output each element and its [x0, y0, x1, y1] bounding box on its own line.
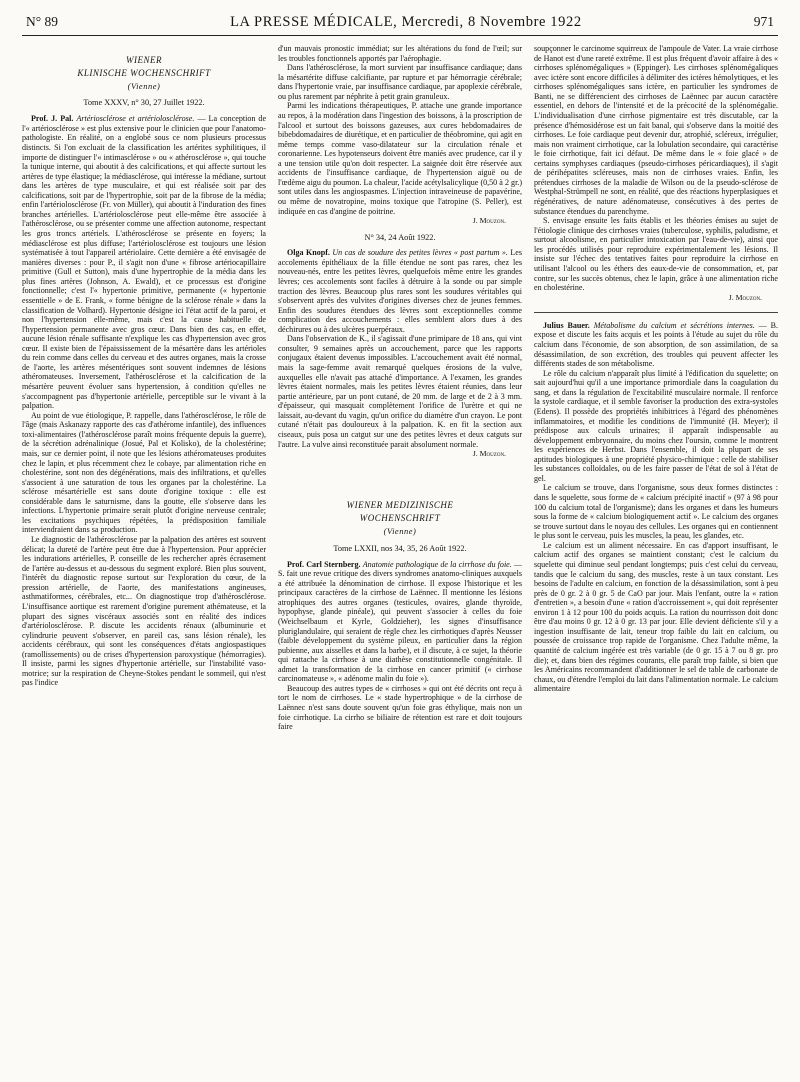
signature — [278, 216, 522, 225]
article-author: Olga Knopf. — [287, 248, 330, 258]
article-text: — La conception de l'« artériosclérose » est plus extensive pour le clinicien que pour l'anatomo-pathologiste. En réalité, on a englobé sous ce nom plusieurs processus distincts. Si l'on excluait de la classification les artérites syphilitiques, il importe de distinguer l'« intimasclérose » ou « athérosclérose », qui touche la tunique interne, qui aboutit à des calcifications, et qui affecte surtout les artères de type élastique; la médiasclérose, qui intéresse la médiane, surtout dans les artères de type musculaire, et qui est réalisée soit par des calcifications, soit par de l'hypertrophie, soit par de la fibrose de la média; enfin l'artériolosclérose (Fr. von Müller), qui aboutit à l'induration des fines branches artérielles. L'artériolosclérose peut elle-même être associée à l'athérosclérose, ou se présenter comme une affection autonome, respectant les gros troncs artériels. L'athérosclérose se présente en foyers; la médiasclérose est plus diffuse; l'artériolosclérose est toujours une lésion systématisée à tout l'appareil artériolaire. Cette dernière a été envisagée de manières diverses : pour P., il s'agit non d'une « fibrose artériocapillaire primitive (Gull et Sutton), mais d'une hypertrophie de la média dans les plus fines artères (Johnson, A. Ewald), et ce processus est d'origine fonctionnelle; c'est l'« hypertonie primitive, permanente (« hypertonie essentielle » de E. Frank, « forme bénigne de la sclérose rénale » dans la classification de Volhard). Hypertonie désigne ici l'état actif de la paroi, et non l'hypertension elle-même, mais c'est la cause habituelle de l'hypertension permanente avec gros cœur. Dans bien des cas, en effet, aucune lésion rénale suffisante n'explique les cas d'hypertension avec gros cœur. Il existe bien de l'épaississement de la mésartère dans les artérioles du rein comme dans celles du cerveau et des autres organes, mais la crosse de l'aorte, les artères mésentériques sont souvent indemnes de lésions athéromateuses. Inversement, l'athérosclérose et la calcification de la mésartère peuvent évoluer sans hypertension, à condition qu'elles ne s'accompagnent pas d'hypertonie artérielle, perceptible sur le vivant à la palpation. — [22, 114, 266, 411]
journal-heading-1 — [22, 54, 266, 92]
journal-city: (Vienne) — [383, 526, 417, 537]
column-3 — [534, 44, 778, 1076]
article-paragraph — [22, 114, 266, 410]
article-title: Métabolisme du calcium et sécrétions internes. — [593, 320, 755, 330]
journal-volume: Tome XXXV, n° 30, 27 Juillet 1922. — [83, 98, 205, 108]
journal-name-line1: WIENER MEDIZINISCHE — [346, 500, 454, 511]
article-paragraph: Parmi les indications thérapeutiques, P. attache une grande importance au repos, à la modération dans l'ingestion des boissons, à la proscription de l'alcool et surtout des boissons gazeuses, aux cures hebdomadaires de bibebdomadaires de diurétique, et en particulier de théobromine, qui agit en même temps comme vaso-dilatateur sur la circulation rénale et coronarienne. Les hypotenseurs doivent être maniés avec prudence, car il y a une tension utile qu'on doit respecter. La saignée doit être réservée aux accidents de l'insuffisance cardiaque, de l'hypertension aiguë ou de l'œdème aigu du poumon. La chaleur, l'acide acétylsalicylique (0,50 à 2 gr.) sont utiles dans les angiospasmes. L'injection intraveineuse de papavérine, ou même de novatropine, moins toxique que l'atropine (S. Peller), est indiquée en cas d'angine de poitrine. — [278, 101, 522, 216]
journal-name-line2: KLINISCHE WOCHENSCHRIFT — [77, 68, 211, 79]
divider — [534, 312, 778, 313]
article-text: — B. expose et discute les faits acquis et les points à l'étude au sujet du rôle du calcium dans l'économie, de son absorption, de son assimilation, de sa désassimilation, de son excrétion, des troubles qui peuvent affecter les différents stades de son métabolisme. — [534, 320, 778, 369]
article-text: — S. fait une revue critique des divers syndromes anatomo-cliniques auxquels a été attribuée la dénomination de cirrhose. Il expose l'historique et les principaux caractères de la cirrhose de Laënnec. Il mentionne les lésions atrophiques des autres organes (testicules, ovaires, glande thyroïde, hypophyse, glande pinéale), qui peuvent s'associer à celles du foie (Weichselbaum et Kyrle, Goldzieher), les signes d'insuffisance pluriglandulaire, qui seraient de règle chez les cirrhotiques d'après Neusser (faible développement du système pileux, en particulier dans la région pubienne, aux aisselles et dans la barbe), et il discute, à ce sujet, la théorie qui rattache la cirrhose à une diathèse constitutionnelle congénitale. Il admet la transformation de la cirrhose en cancer primitif (« cirrhose carcinomateuse », « adénome malin du foie »). — [278, 559, 522, 684]
signature-name: J. Mouzon. — [472, 216, 506, 226]
article-title: Un cas de soudure des petites lèvres « post partum ». — [332, 248, 508, 258]
article-paragraph: Le calcium se trouve, dans l'organisme, sous deux formes distinctes : dans le squelette, sous forme de « calcium précipité inactif » (97 à 98 pour 100 du calcium total de l'organisme); dans les organes et dans les humeurs sous la forme de « calcium biologiquement actif ». Le calcium des organes se trouve surtout dans le noyau des cellules. Les organes qui en contiennent le plus sont le cerveau, puis les muscles, la peau, les glandes, etc. — [534, 483, 778, 541]
article-title: Anatomie pathologique de la cirrhose du foie. — [362, 559, 512, 569]
signature-name: J. Mouzon. — [728, 292, 762, 302]
article-text: Les accolements épithéliaux de la fille étendue ne sont pas rares, chez les nouveau-nés, entre les petites lèvres, quelquefois même entre les grandes lèvres; ces accolements sont faciles à détruire à la sonde ou par simple traction des lèvres. Beaucoup plus rares sont les soudures véritables qui s'observent après des vulvites d'origines diverses chez de jeunes femmes. Enfin des soudures étendues des lèvres sont exceptionnelles comme complication des accouchements : elles semblent alors dues à des déchirures ou à des ulcères puerpéraux. — [278, 248, 522, 334]
page-number-right: 971 — [753, 14, 774, 29]
article-paragraph: d'un mauvais pronostic immédiat; sur les altérations du fond de l'œil; sur les troubles fonctionnels apportés par l'aérophagie. — [278, 44, 522, 63]
article-paragraph: Beaucoup des autres types de « cirrhoses » qui ont été décrits ont reçu à tort le nom de cirrhoses. Le « stade hypertrophique » de la cirrhose de Laënnec n'est sans doute souvent qu'un foie gras éthylique, mais non un foie cirrhotique. La cirrho se biliaire de rétention est rare et doit toujours faire — [278, 683, 522, 732]
article-paragraph — [278, 248, 522, 334]
journal-title-date: LA PRESSE MÉDICALE, Mercredi, 8 Novembre 1922 — [230, 14, 582, 30]
article-paragraph: S. envisage ensuite les faits établis et les théories émises au sujet de l'étiologie clinique des cirrhoses vraies (tuberculose, syphilis, paludisme, et surtout alcoolisme, en particulier intoxication par l'eau-de-vie), ainsi que les procédés utilisés pour reproduire expérimentalement les lésions. Il insiste sur l'échec des tentatives faites pour reproduire la cirrhose en utilisant l'alcool ou les éthers des eaux-de-vie de consommation, et, par contre, sur les succès obtenus, chez le lapin, grâce à une alimentation riche en cholestérine. — [534, 216, 778, 293]
journal-heading-2 — [278, 499, 522, 537]
article-author: Prof. J. Pal. — [31, 114, 74, 124]
issue-date: N° 34, 24 Août 1922. — [364, 233, 436, 243]
signature-name: J. Mouzon. — [472, 449, 506, 459]
signature — [534, 293, 778, 302]
article-title: Artériosclérose et artériolosclérose. — [76, 114, 195, 124]
article-paragraph — [278, 560, 522, 684]
running-header — [22, 14, 778, 36]
article-author: Julius Bauer. — [543, 320, 590, 330]
text-columns — [22, 44, 778, 1076]
article-paragraph: Au point de vue étiologique, P. rappelle, dans l'athérosclérose, le rôle de l'âge (mais Askanazy rapporte des cas d'athérome infantile), des influences toxi-alimentaires (l'athérosclérose paraît moins fréquente depuis la guerre), de la sécrétion adrénalinique (Josué, Pal et Kolisko), de la cholestérine; mais, sur ce dernier point, il note que les lésions athéromateuses produites chez le lapin, et plus récemment chez le cobaye, par alimentation riche en cholestérine, sont non des dégénérations, mais des infiltrations, et qu'elles s'associent à une saturation de tous les organes par la cholestérine. La sclérose mésartérielle est sans doute d'origine toxique : elle est considérable dans le saturnisme, dans la goutte, elle s'observe dans les infections. L'hypertonie primaire serait plutôt d'origine nerveuse centrale; les excitations psychiques répétées, la prédisposition familiale interviendraient dans sa production. — [22, 410, 266, 535]
article-paragraph: Le calcium est un aliment nécessaire. En cas d'apport insuffisant, le calcium actif des organes se maintient constant; c'est le calcium du squelette qui diminue seul pendant longtemps; puis c'est celui du cerveau, tandis que le calcium du sang, des muscles, reste à un taux constant. Les besoins de l'adulte en calcium, en fonction de la désassimilation, sont à peu près de 0 gr. 2 à 0 gr. 5 de CaO par jour. Mais l'enfant, outre la « ration d'entretien », a besoin d'une « ration d'accroissement », qui doit représenter environ 1 à 12 pour 100 du poids acquis. La ration du nourrisson doit donc être d'au moins 0 gr. 12 à 0 gr. 13 par jour. Elle devient déficiente s'il y a ingestion insuffisante de lait, teneur trop faible du lait en calcium, ou poussée de croissance trop rapide de l'organisme. Chez l'adulte même, la quantité de calcium ingérée est très variable (de 0 gr. 15 à 7 ou 8 gr. pro die); et, dans bien des régimes courants, elle paraît trop faible, si bien que les Américains recommandent d'additionner le sel de table de carbonate de chaux, ou d'étendre l'emploi du lait dans l'alimentation normale. Le calcium alimentaire — [534, 540, 778, 694]
journal-city: (Vienne) — [127, 81, 161, 92]
article-paragraph: Le diagnostic de l'athérosclérose par la palpation des artères est souvent délicat; la dureté de l'artère peut être due à l'hypertension. Pour apprécier les indurations artérielles, P. conseille de les rechercher après écrasement de l'artère au-dessus et au-dessous du segment exploré. Bien plus souvent, l'intérêt du diagnostic repose surtout sur l'exploration du cœur, de la pression artérielle, de l'aorte, des manifestations angineuses, asthmatiformes, cérébrales, etc... On diagnostique trop d'athérosclérose. L'insuffisance aortique est rarement d'origine purement athémateuse, et la plupart des signes viscéraux associés sont en réalité des indices d'artériolosclérose. P. discute les accidents rénaux (albuminurie et cylindrurie peuvent s'observer, en pareil cas, sans lésion rénale), les accidents cérébraux, qui sont les conséquences d'états angiospastiques (ramollissements) ou de crises d'hypertension paroxystique (hémorragies). Il insiste, parmi les signes d'hypertonie artérielle, sur l'instabilité vaso-motrice; sur la respiration de Cheyne-Stokes pendant le sommeil, qui n'est pas l'indice — [22, 535, 266, 688]
article-paragraph: Le rôle du calcium n'apparaît plus limité à l'édification du squelette; on sait aujourd'hui qu'il a une importance primordiale dans la coagulation du sang, et dans la régulation de l'excitabilité musculaire normale. Il renforce la systole cardiaque, et il semble favoriser la production des extra-systoles (Edens). Il possède des propriétés inhibitrices à l'égard des phénomènes inflammatoires, et modifie les conditions de l'immunité (H. Meyer); il prédispose aux calculs urinaires; il apparaît indispensable au développement embryonnaire, du moins chez l'oursin, comme le montrent les expériences de Herbst. Dans l'ensemble, il doit la plupart de ses aptitudes biologiques à une propriété physico-chimique : celle de stabiliser les substances colloïdales, ou de les faire passer de l'état de sol à l'état de gel. — [534, 368, 778, 483]
signature — [278, 449, 522, 458]
article-author: Prof. Carl Sternberg. — [287, 559, 361, 569]
journal-name-line2: WOCHENSCHRIFT — [359, 513, 441, 524]
column-2 — [278, 44, 522, 1076]
article-paragraph: soupçonner le carcinome squirreux de l'ampoule de Vater. La vraie cirrhose de Hanot est d'une rareté extrême. Il est plus fréquent d'avoir affaire à des « cirrhoses splénomégaliques » (Eppinger). Les cirrhoses splénomégaliques avec ictère sont encore difficiles à délimiter des ictères hémolytiques, et les cirrhoses splénomégaliques sans ictère, en particulier les syndromes de Banti, ne se différencient des cirrhoses de Laënnec par aucun caractère essentiel, en dehors de l'intensité et de la précocité de la splénomégalie. L'individualisation d'une cirrhose pigmentaire est très discutable, car la présence d'hémosidérose est un fait banal, qui s'observe dans la moitié des cirrhoses. Le foie cardiaque peut devenir dur, atrophié, scléreux, irrégulier, mais non vraiment cirrhotique, car la lobulation secondaire, qui caractérise le foie cirrhotique, fait ici défaut. De même dans le « foie glacé » de certains symphyses cardiaques (pseudo-cirrhoses péricardiaques), il s'agit de périhépatites scléreuses, mais non de cirrhoses vraies. Enfin, les prétendues cirrhoses de la maladie de Wilson ou de la pseudo-sclérose de Westphal-Strümpell ne sont, en réalité, que des réactions hyperplasiques et régénératives, de nature adénomateuse, consécutives à des pertes de substance étendues du parenchyme. — [534, 44, 778, 216]
article-paragraph: Dans l'observation de K., il s'agissait d'une primipare de 18 ans, qui vint consulter, 9 semaines après un accouchement, parce que les rapports conjugaux étaient devenus impossibles. L'accouchement avait été normal, mais la sage-femme avait remarqué quelques érosions de la vulve, auxquelles elle n'avait pas attaché d'importance. A l'examen, les grandes lèvres étaient normales, mais les petites lèvres étaient réunies, dans leur partie antérieure, par un pont cutané, de 20 mm. de large et de 2 à 3 mm. d'épaisseur, qui masquait complètement l'orifice de l'urètre et qui ne laissait, au-devant du vagin, qu'un orifice du diamètre d'un crayon. Le pont cutané n'était pas douloureux à la palpation. K. en fit la section aux ciseaux, puis posa un catgut sur une des petites lèvres et deux catguts sur l'autre. La vulve ainsi reconstituée parait absolument normale. — [278, 334, 522, 449]
article-paragraph: Dans l'athérosclérose, la mort survient par insuffisance cardiaque; dans la mésartérite diffuse calcifiante, par rupture et par hémorragie cérébrale; dans l'hypertonie vraie, par insuffisance cardiaque, par apoplexie cérébrale, ou plus rarement par néphrite à petit grain granuleux. — [278, 63, 522, 101]
journal-volume: Tome LXXII, nos 34, 35, 26 Août 1922. — [333, 543, 467, 553]
spacer — [278, 463, 522, 489]
article-paragraph — [534, 321, 778, 369]
column-1 — [22, 44, 266, 1076]
page-number-left: N° 89 — [26, 14, 59, 29]
journal-name-line1: WIENER — [126, 55, 162, 65]
